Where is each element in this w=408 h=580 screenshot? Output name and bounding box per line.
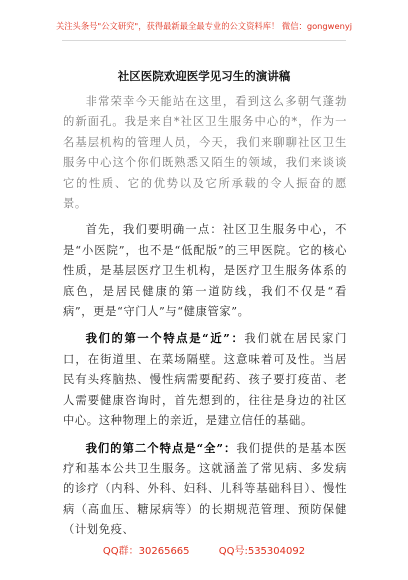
footer-contacts [0,542,408,557]
paragraph-text: 我们就在居民家门口，在街道里、在菜场隔壁。这意味着可及性。当居民有头疼脑热、慢性病需要配药、孩子要打疫苗、老人需要健康咨询时，首先想到的，往往是身边的社区中心。这种物理上的亲近，是建立信任的基础。 [63,332,348,428]
paragraph-text: 首先，我们要明确一点：社区卫生服务中心，不是“小医院”，也不是“低配版”的三甲医院。它的核心性质，是基层医疗卫生机构，是医疗卫生服务体系的底色，是居民健康的第一道防线，我们不仅是“看病”，更是“守门人”与“健康管家”。 [63,223,347,319]
footer-qq-group: QQ群：30265665 [102,546,190,557]
paragraph-feature-near [63,328,347,431]
footer-qq-number: QQ号:535304092 [218,546,306,557]
paragraph-lead: 我们的第一个特点是“近”： [85,331,245,346]
paragraph-intro [63,92,347,214]
document-body [63,92,347,547]
paragraph-text: 非常荣幸今天能站在这里，看到这么多朝气蓬勃的新面孔。我是来自*社区卫生服务中心的*，作为一名基层机构的管理人员，今天，我们来聊聊社区卫生服务中心这个你们既熟悉又陌生的领域，我们来谈谈它的性质、它的优势以及它所承载的令人振奋的愿景。 [63,95,347,211]
paragraph-lead: 我们的第二个特点是“全”： [85,440,237,455]
document-title: 社区医院欢迎医学见习生的演讲稿 [117,69,291,83]
header-divider [62,40,346,41]
paragraph-nature [63,220,347,322]
paragraph-text: 我们提供的是基本医疗和基本公共卫生服务。这就涵盖了常见病、多发病的诊疗（内科、外科、妇科、儿科等基础科目）、慢性病（高血压、糖尿病等）的长期规范管理、预防保健（计划免疫、 [63,441,348,537]
header-banner: 关注头条号"公文研究"，获得最新最全最专业的公文资料库！ 微信：gongwenyj [55,21,353,31]
paragraph-feature-full [63,438,347,541]
